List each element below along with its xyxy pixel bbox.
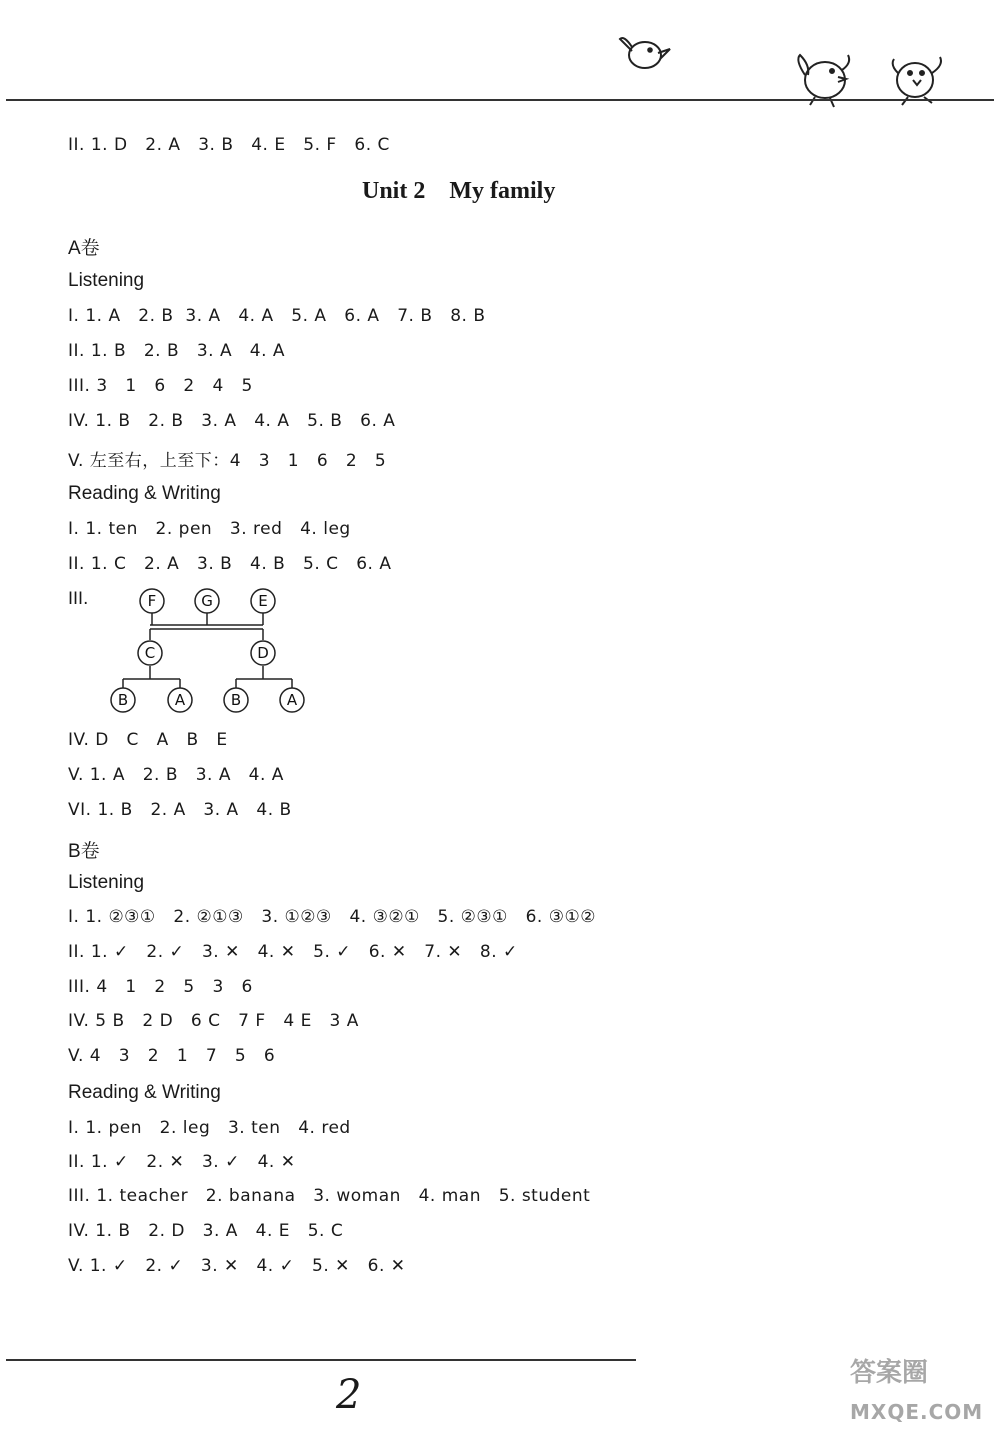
tree-node: G [201,592,213,610]
tree-node: B [117,691,129,709]
section-a-listening: Listening [68,270,145,291]
footer-rule [6,1359,636,1361]
family-tree-label: III. [68,589,89,609]
answer-line: I. 1. ten 2. pen 3. red 4. leg [68,519,351,539]
watermark-logo: 答案圈 [850,1358,929,1388]
header-rule [6,99,994,101]
answer-line: II. 1. B 2. B 3. A 4. A [68,341,286,361]
family-tree-diagram [100,583,320,723]
answer-line: II. 1. ✓ 2. ✓ 3. ✕ 4. ✕ 5. ✓ 6. ✕ 7. ✕ 8. ✓ [68,942,518,962]
tree-node: E [258,592,268,610]
section-b-paper: B卷 [68,841,100,862]
tree-node: D [257,644,269,662]
answer-line: V. 左至右，上至下：4 3 1 6 2 5 [68,451,387,471]
tree-node: A [174,691,186,709]
answer-line: III. 3 1 6 2 4 5 [68,376,253,396]
watermark-url: MXQE.COM [850,1400,984,1424]
unit-title: Unit 2 My family [362,178,556,204]
answer-line: III. 1. teacher 2. banana 3. woman 4. man 5. student [68,1186,591,1206]
answer-line: II. 1. C 2. A 3. B 4. B 5. C 6. A [68,554,392,574]
tree-node: F [147,592,157,610]
answer-line: III. 4 1 2 5 3 6 [68,977,253,997]
tree-node: B [230,691,242,709]
answer-line: V. 1. A 2. B 3. A 4. A [68,765,284,785]
page-number: 2 [336,1372,362,1418]
answer-line: IV. 1. B 2. B 3. A 4. A 5. B 6. A [68,411,396,431]
tree-node: A [286,691,298,709]
tree-node: C [144,644,156,662]
answer-line: IV. 5 B 2 D 6 C 7 F 4 E 3 A [68,1011,359,1031]
section-b-reading-writing: Reading & Writing [68,1082,221,1103]
answer-line: V. 4 3 2 1 7 5 6 [68,1046,276,1066]
section-b-listening: Listening [68,872,145,893]
section-a-reading-writing: Reading & Writing [68,483,221,504]
answer-line: I. 1. A 2. B 3. A 4. A 5. A 6. A 7. B 8. B [68,306,486,326]
section-a-paper: A卷 [68,238,100,259]
answer-line: IV. 1. B 2. D 3. A 4. E 5. C [68,1221,344,1241]
answer-line: VI. 1. B 2. A 3. A 4. B [68,800,292,820]
answer-line: V. 1. ✓ 2. ✓ 3. ✕ 4. ✓ 5. ✕ 6. ✕ [68,1256,406,1276]
answer-line: IV. D C A B E [68,730,228,750]
previous-unit-answer-line: II. 1. D 2. A 3. B 4. E 5. F 6. C [68,135,390,155]
answer-line: I. 1. pen 2. leg 3. ten 4. red [68,1118,351,1138]
bird-decoration-icon [610,25,970,115]
answer-line: II. 1. ✓ 2. ✕ 3. ✓ 4. ✕ [68,1152,296,1172]
answer-line: I. 1. ②③① 2. ②①③ 3. ①②③ 4. ③②① 5. ②③① 6. ③①② [68,907,596,927]
